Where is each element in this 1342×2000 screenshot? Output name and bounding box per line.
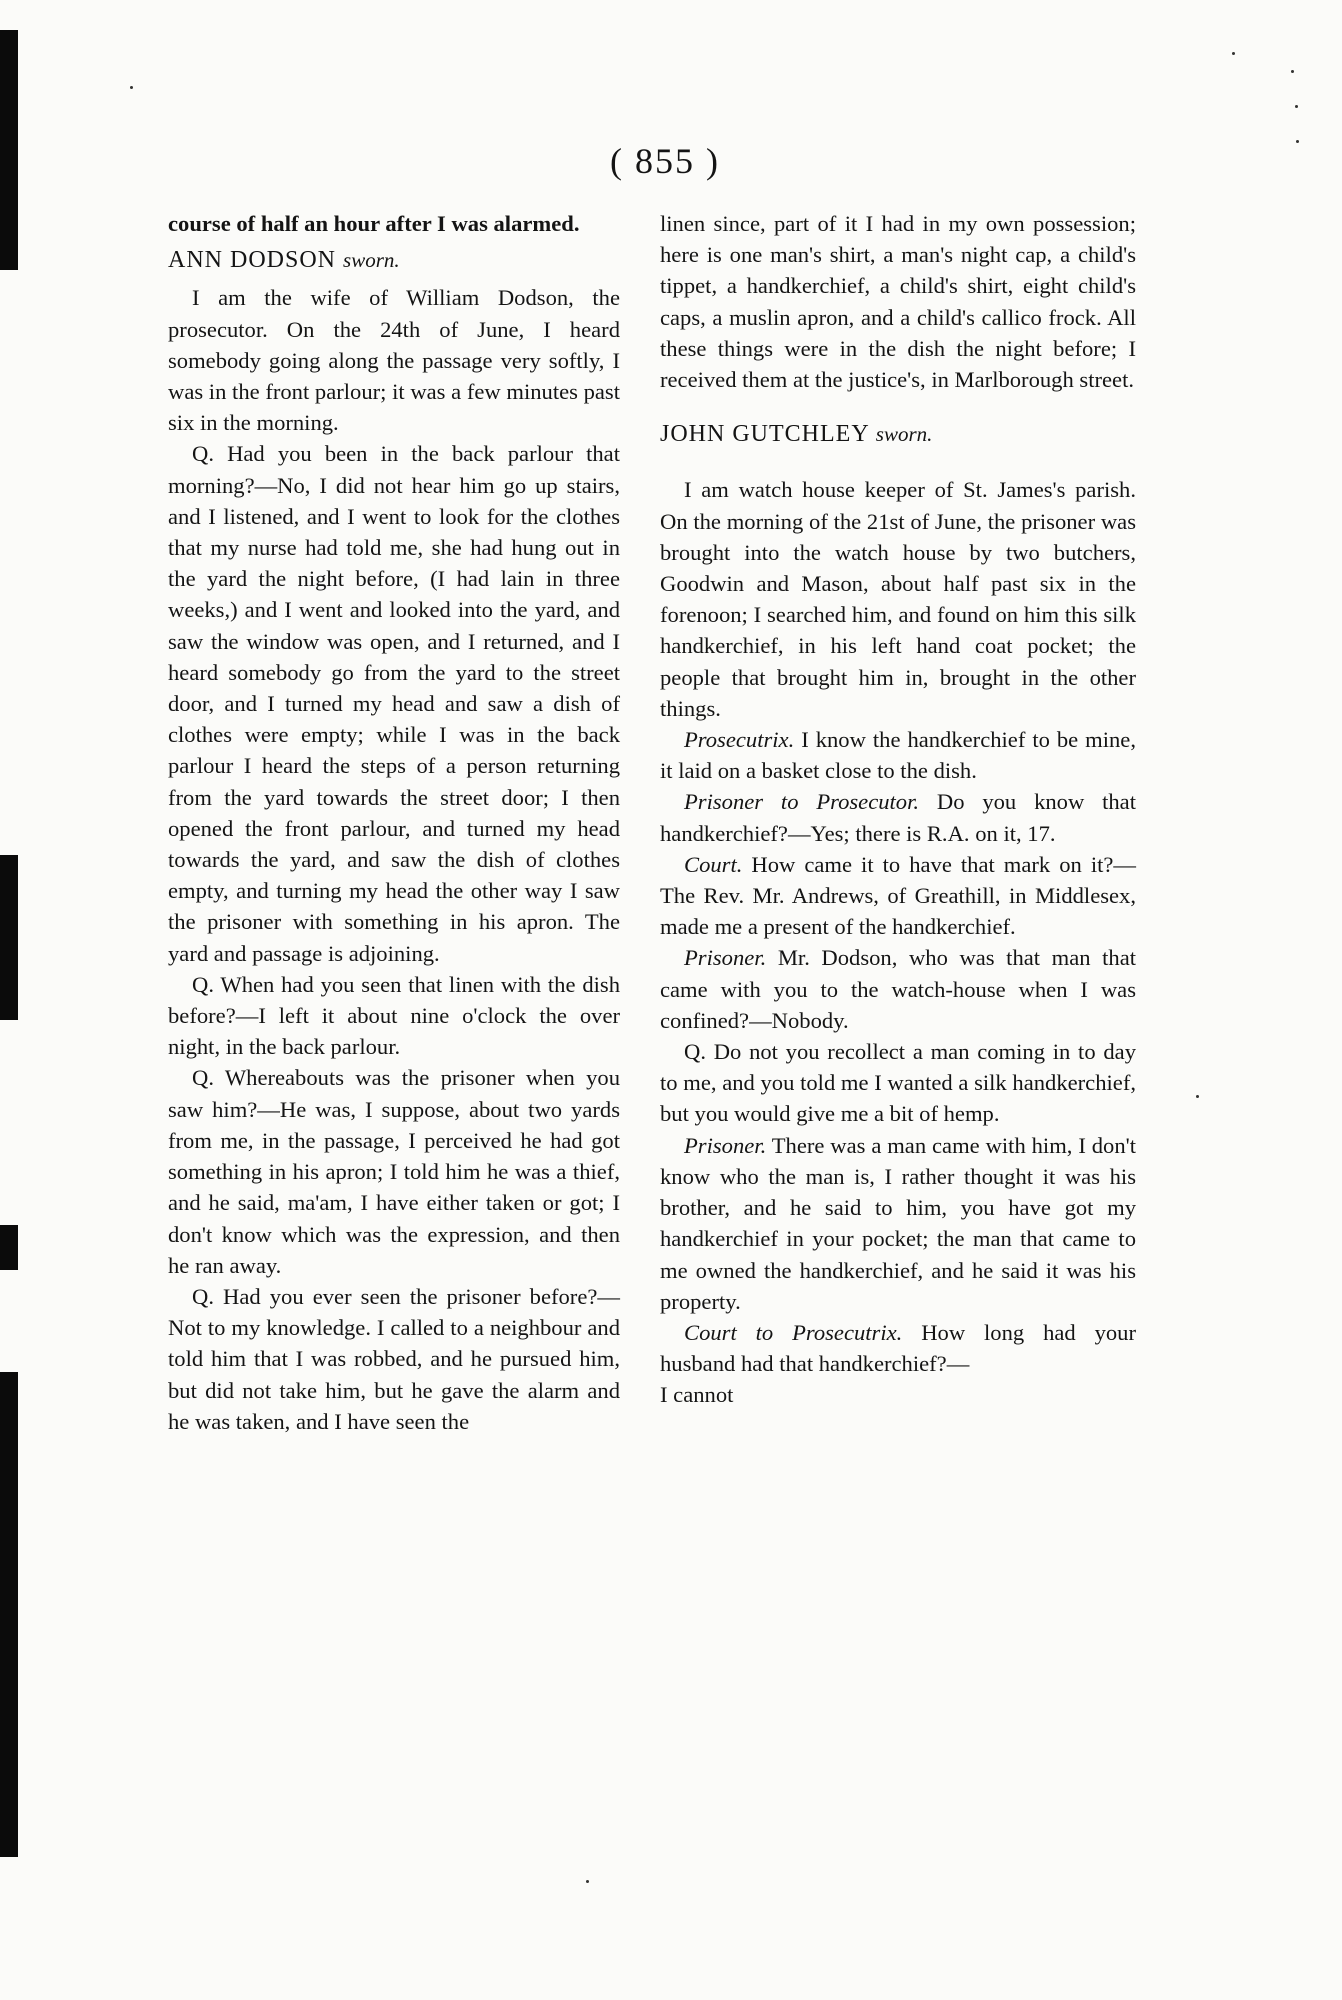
exchange-paragraph <box>660 942 1136 1036</box>
page-number: ( 855 ) <box>610 141 720 181</box>
witness-name: JOHN GUTCHLEY <box>660 421 869 448</box>
speaker-label: Court to Prosecutrix. <box>684 1319 903 1345</box>
witness-heading <box>168 245 620 276</box>
sworn-label: sworn. <box>875 422 933 447</box>
exchange-text: How long had your husband had that handkerchief?— <box>660 1319 1136 1377</box>
speaker-label: Prosecutrix. <box>684 727 795 753</box>
speaker-label: Prisoner to Prosecutor. <box>684 789 920 815</box>
witness-name: ANN DODSON <box>168 247 337 274</box>
speaker-label: Prisoner. <box>684 1132 767 1158</box>
scan-speck <box>1291 70 1294 73</box>
exchange-text: There was a man came with him, I don't know who the man is, I rather thought it was his brother, and he said to him, you have got my handkerchief in your pocket; the man that came to me owned the handkerchief, and he said it was his property. <box>660 1132 1136 1314</box>
scan-edge-bar <box>0 1372 18 1857</box>
exchange-paragraph <box>660 1036 1136 1130</box>
testimony-paragraph: Q. Had you been in the back parlour that morning?—No, I did not hear him go up stairs, and I listened, and I went to look for the clothes that my nurse had told me, she had hung out in the yard the night before, (I had lain in three weeks,) and I went and looked into the yard, and saw the window was open, and I returned, and I heard somebody go from the yard to the street door, and I turned my head and saw a dish of clothes were empty; while I was in the back parlour I heard the steps of a person returning from the yard towards the street door; I then opened the front parlour, and turned my head towards the yard, and saw the dish of clothes empty, and turning my head the other way I saw the prisoner with something in his apron. The yard and passage is adjoining. <box>168 441 620 966</box>
scan-edge-bar <box>0 855 18 1020</box>
exchange-paragraph <box>660 724 1136 786</box>
exchange-text: Q. Do not you recollect a man coming in to day to me, and you told me I wanted a silk handkerchief, but you would give me a bit of hemp. <box>660 1039 1136 1127</box>
exchange-text: How came it to have that mark on it?—The Rev. Mr. Andrews, of Greathill, in Middlesex, made me a present of the handkerchief. <box>660 851 1136 940</box>
exchange-paragraph <box>660 1317 1136 1379</box>
scan-speck <box>586 1880 589 1883</box>
exchange-paragraph <box>660 1130 1136 1317</box>
continuation-text: course of half an hour after I was alarmed. <box>168 211 580 236</box>
speaker-label: Prisoner. <box>684 945 767 971</box>
exchange-text: I know the handkerchief to be mine, it laid on a basket close to the dish. <box>660 727 1136 784</box>
scan-edge-bar <box>0 1225 18 1270</box>
right-column <box>660 208 1136 1411</box>
scan-speck <box>1232 52 1235 55</box>
exchange-paragraph <box>660 786 1136 848</box>
scan-speck <box>130 86 133 89</box>
exchange-text: Do you know that handkerchief?—Yes; there is R.A. on it, 17. <box>660 789 1136 846</box>
testimony-paragraph: I am the wife of William Dodson, the prosecutor. On the 24th of June, I heard somebody going along the passage very softly, I was in the front parlour; it was a few minutes past six in the morning. <box>168 285 620 436</box>
catchword: I cannot <box>660 1382 734 1408</box>
continuation-text: linen since, part of it I had in my own possession; here is one man's shirt, a man's night cap, a child's tippet, a handkerchief, a child's shirt, eight child's caps, a muslin apron, and a child's callico frock. All these things were in the dish the night before; I received them at the justice's, in Marlborough street. <box>660 211 1136 393</box>
scan-speck <box>1296 140 1299 143</box>
testimony-paragraph: Q. When had you seen that linen with the dish before?—I left it about nine o'clock the over night, in the back parlour. <box>168 971 620 1060</box>
scan-speck <box>1196 1095 1199 1098</box>
speaker-label: Court. <box>684 851 743 877</box>
sworn-label: sworn. <box>343 248 400 273</box>
left-column <box>168 208 620 1437</box>
witness-heading <box>660 419 1136 450</box>
exchange-text: Mr. Dodson, who was that man that came with you to the watch-house when I was confined?—Nobody. <box>660 945 1136 1033</box>
scan-edge-bar <box>0 30 18 270</box>
scan-speck <box>1295 105 1298 108</box>
exchange-paragraph <box>660 849 1136 943</box>
testimony-paragraph: Q. Whereabouts was the prisoner when you saw him?—He was, I suppose, about two yards from me, in the passage, I perceived he had got something in his apron; I told him he was a thief, and he said, ma'am, I have either taken or got; I don't know which was the expression, and then he ran away. <box>168 1065 620 1278</box>
testimony-paragraph: Q. Had you ever seen the prisoner before?—Not to my knowledge. I called to a neighbour and told him that I was robbed, and he pursued him, but did not take him, but he gave the alarm and he was taken, and I have seen the <box>168 1283 620 1434</box>
testimony-paragraph: I am watch house keeper of St. James's parish. On the morning of the 21st of June, the prisoner was brought into the watch house by two butchers, Goodwin and Mason, about half past six in the forenoon; I searched him, and found on him this silk handkerchief, in his left hand coat pocket; the people that brought him in, brought in the other things. <box>660 477 1136 721</box>
